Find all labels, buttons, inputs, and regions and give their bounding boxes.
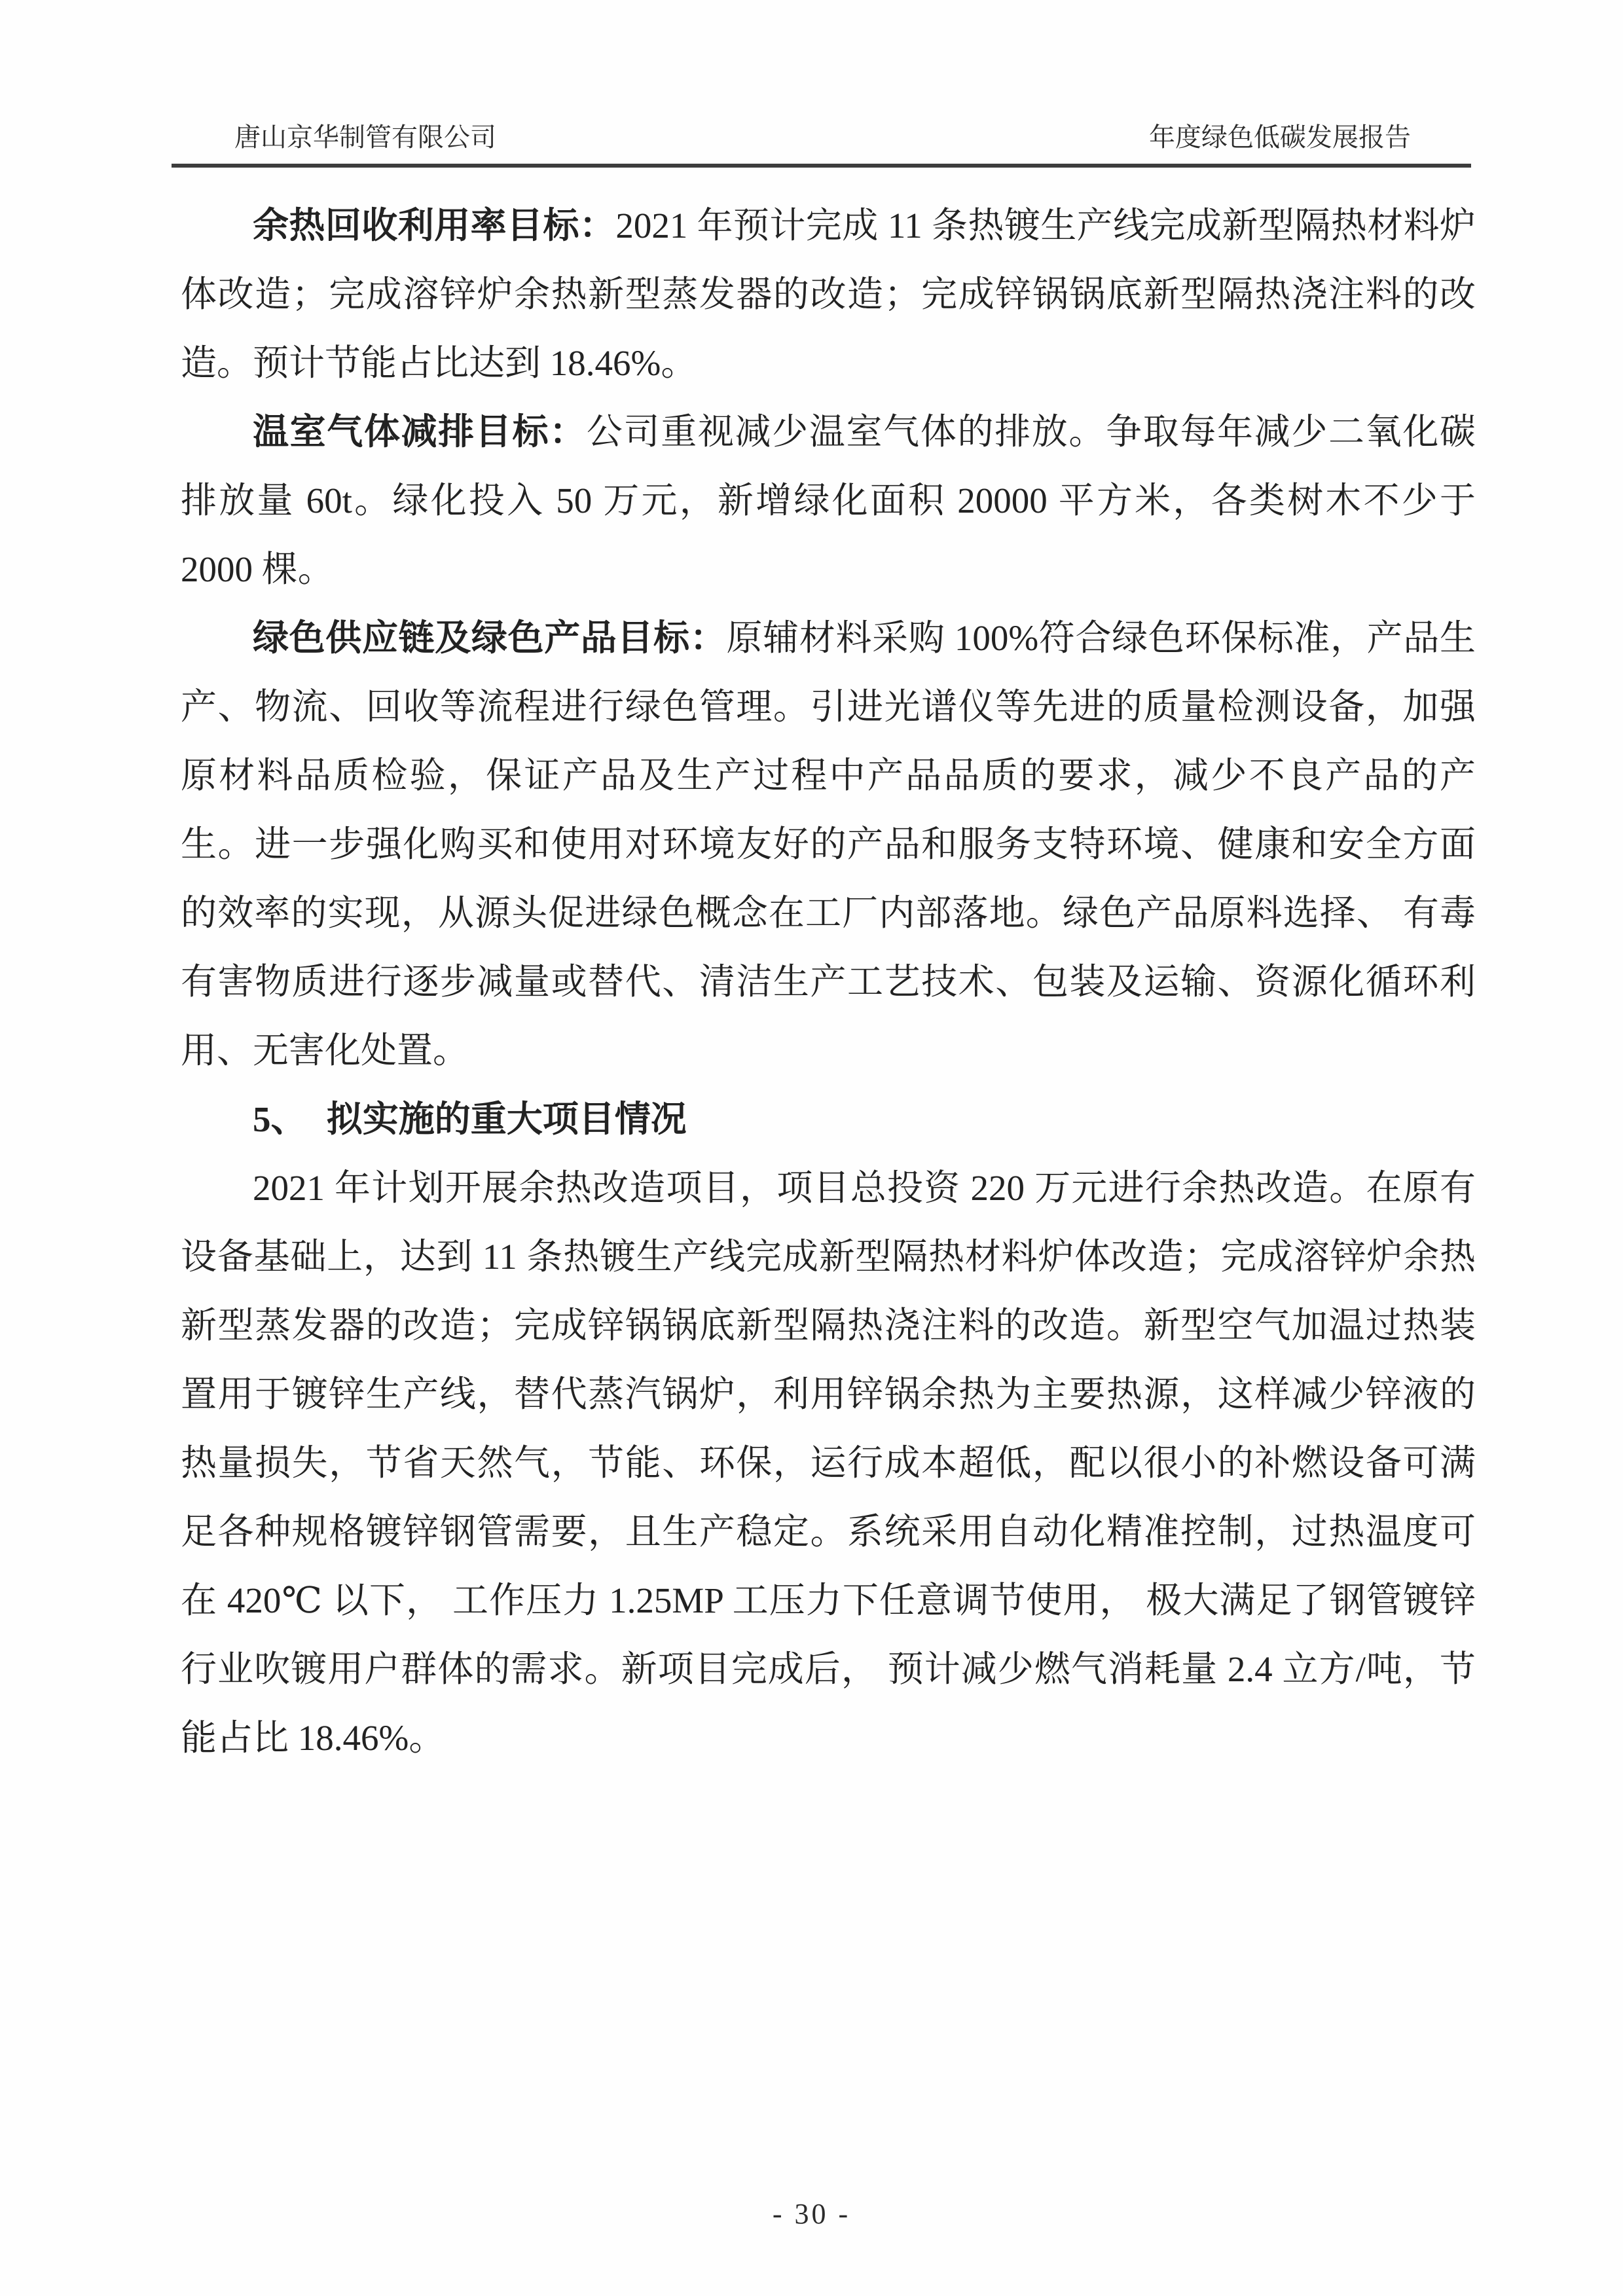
paragraph-green-supply-chain-target [181, 604, 1476, 1085]
paragraph-text: 公司重视减少温室气体的排放。争取每年减少二氧化碳排放量 60t。绿化投入 50 万元，新增绿化面积 20000 平方米，各类树木不少于 2000 棵。 [181, 412, 1485, 589]
section-heading [181, 1085, 1476, 1154]
header-report-title: 年度绿色低碳发展报告 [1149, 122, 1411, 152]
header-rule [172, 164, 1471, 168]
paragraph-text: 原辅材料采购 100%符合绿色环保标准，产品生产、物流、回收等流程进行绿色管理。引进光谱仪等先进的质量检测设备，加强原材料品质检验，保证产品及生产过程中产品品质的要求，减少不良产品的产生。进一步强化购买和使用对环境友好的产品和服务支特环境、健康和安全方面的效率的实现，从源头促进绿色概念在工厂内部落地。绿色产品原料选择、 有毒有害物质进行逐步减量或替代、清洁生产工艺技术、包装及运输、资源化循环利用、无害化处置。 [181, 618, 1476, 1070]
paragraph-text: 2021 年预计完成 11 条热镀生产线完成新型隔热材料炉体改造；完成溶锌炉余热新型蒸发器的改造；完成锌锅锅底新型隔热浇注料的改造。预计节能占比达到 18.46%。 [181, 206, 1476, 383]
paragraph-waste-heat-target [181, 191, 1476, 397]
page-footer [0, 2198, 1623, 2231]
document-body [181, 191, 1485, 1772]
paragraph-major-project [181, 1154, 1476, 1772]
paragraph-greenhouse-gas-target [181, 397, 1485, 604]
page-number: - 30 - [772, 2198, 851, 2230]
section-title: 拟实施的重大项目情况 [326, 1099, 687, 1139]
paragraph-lead: 温室气体减排目标： [253, 412, 587, 452]
header-company-name: 唐山京华制管有限公司 [234, 122, 496, 152]
section-number: 5、 [253, 1099, 307, 1139]
paragraph-text: 2021 年计划开展余热改造项目，项目总投资 220 万元进行余热改造。在原有设备基础上，达到 11 条热镀生产线完成新型隔热材料炉体改造；完成溶锌炉余热新型蒸发器的改造；完成锌锅锅底新型隔热浇注料的改造。新型空气加温过热装置用于镀锌生产线，替代蒸汽锅炉，利用锌锅余热为主要热源，这样减少锌液的热量损失，节省天然气，节能、环保，运行成本超低，配以很小的补燃设备可满足各种规格镀锌钢管需要，且生产稳定。系统采用自动化精准控制，过热温度可在 420℃ 以下， 工作压力 1.25MP 工压力下任意调节使用， 极大满足了钢管镀锌行业吹镀用户群体的需求。新项目完成后， 预计减少燃气消耗量 2.4 立方/吨，节能占比 18.46%。 [181, 1168, 1476, 1758]
paragraph-lead: 绿色供应链及绿色产品目标： [253, 618, 727, 658]
paragraph-lead: 余热回收利用率目标： [253, 206, 616, 246]
page-header [172, 122, 1471, 168]
